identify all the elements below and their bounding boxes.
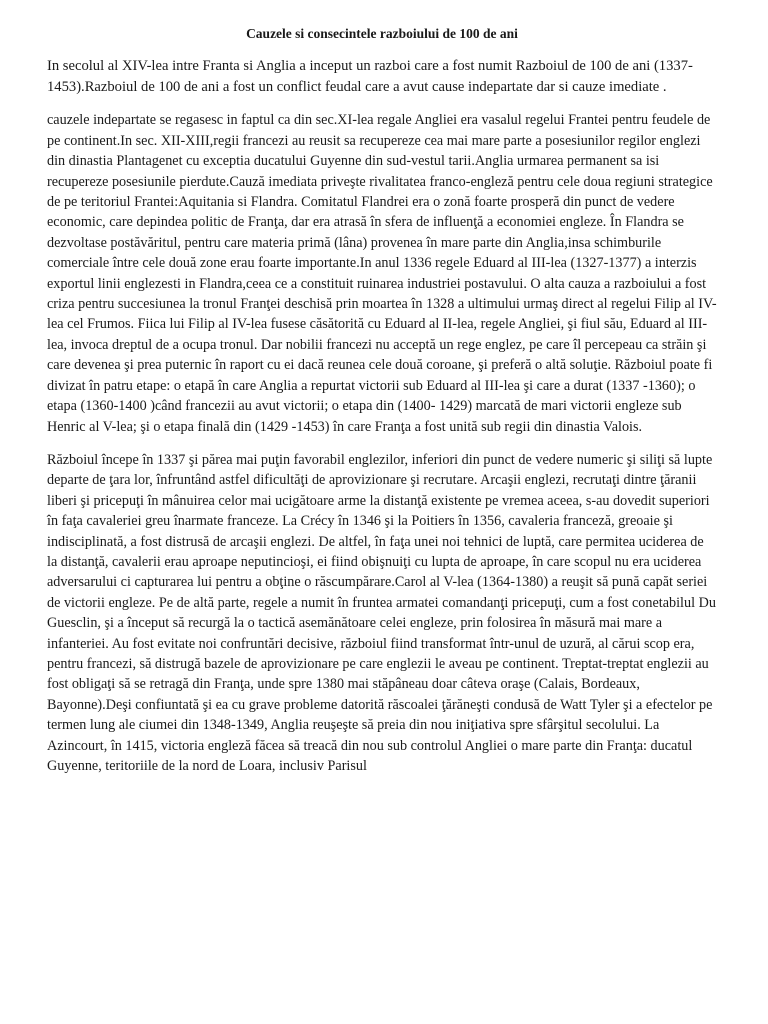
paragraph-war-course: Războiul începe în 1337 şi părea mai puţin favorabil englezilor, inferiori din punct de vedere numeric şi siliţi să lupte departe de ţara lor, înfruntând astfel dificultăţi de aprovizionare şi recrutare. Arcaşii englezi, recrutaţi dintre ţăranii liberi şi pricepuţi în mânuirea celor mai ucigătoare arme la distanţă existente pe vremea aceea, s-au dovedit superiori în faţa cavaleriei greu înarmate franceze. La Crécy în 1346 şi la Poitiers în 1356, cavaleria franceză, greoaie şi indisciplinată, a fost distrusă de arcaşii englezi. De altfel, în faţa unei noi tehnici de luptă, care permitea uciderea de la distanţă, cavalerii erau aproape neputincioşi, ei fiind obişnuiţi cu lupta de aproape, în care scopul nu era uciderea adversarului ci capturarea lui pentru a obţine o răscumpărare.Carol al V-lea (1364-1380) a reuşit să pună capăt seriei de victorii engleze. Pe de altă parte, regele a numit în fruntea armatei comandanţi pricepuţi, cum a fost conetabilul Du Guesclin, şi a început să recurgă la o tactică asemănătoare celei engleze, prin folosirea în măsură mai mare a infanteriei. Au fost evitate noi confruntări decisive, războiul fiind transformat într-unul de uzură, al cărui scop era, pentru francezi, să distrugă bazele de aprovizionare pe care englezii le aveau pe continent. Treptat-treptat englezii au fost obligaţi să se retragă din Franţa, unde spre 1380 mai stăpâneau doar câteva oraşe (Calais, Bordeaux, Bayonne).Deşi confiuntată şi ea cu grave probleme datorită răscoalei ţărăneşti condusă de Watt Tyler şi a efectelor pe termen lung ale ciumei din 1348-1349, Anglia reuşeşte să preia din nou iniţiativa spre sfârşitul secolului. La Azincourt, în 1415, victoria engleză făcea să treacă din nou sub controlul Angliei o mare parte din Franţa: ducatul Guyenne, teritoriile de la nord de Loara, inclusiv Parisul — [47, 451, 716, 774]
paragraph-intro: In secolul al XIV-lea intre Franta si Anglia a inceput un razboi care a fost numit Razboiul de 100 de ani (1337-1453).Razboiul de 100 de ani a fost un conflict feudal care a avut cause indepartate dar si cauze imediate . — [47, 58, 693, 95]
paragraph-causes: cauzele indepartate se regasesc in faptul ca din sec.XI-lea regale Angliei era vasalul regelui Frantei pentru feudele de pe continent.In sec. XII-XIII,regii francezi au reusit sa recupereze cea mai mare parte a posesiunilor regilor englezi din dinastia Plantagenet cu exceptia ducatului Guyenne din sud-vestul tarii.Anglia urmarea permanent sa isi recupereze posesiunile pierdute.Cauză imediata priveşte rivalitatea franco-engleză pentru cele doua regiuni strategice de pe teritoriul Frantei:Aquitania si Flandra. Comitatul Flandrei era o zonă foarte prosperă din punct de vedere economic, care depindea politic de Franţa, dar era atrasă în sfera de influenţă a economiei engleze. În Flandra se dezvoltase postăvăritul, pentru care materia primă (lâna) provenea în mare parte din Anglia,insa schimburile comerciale între cele două zone erau foarte importante.In anul 1336 regele Eduard al III-lea (1327-1377) a interzis exportul linii englezesti in Flandra,ceea ce a constituit ruinarea industriei postavului. O alta cauza a razboiului a fost criza pentru succesiunea la tronul Franţei deschisă prin moartea în 1328 a ultimului urmaş direct al regelui Filip al IV-lea cel Frumos. Fiica lui Filip al IV-lea fusese căsătorită cu Eduard al II-lea, regele Angliei, şi fiul său, Eduard al III-lea, invoca dreptul de a ocupa tronul. Dar nobilii francezi nu acceptă un rege englez, pe care îl percepeau ca străin şi care devenea şi prea puternic în raport cu ei dacă reunea cele două coroane, şi preferă o altă soluţie. Războiul poate fi divizat în patru etape: o etapă în care Anglia a repurtat victorii sub Eduard al III-lea şi care a durat (1337 -1360); o etapa (1360-1400 )când francezii au avut victorii; o etapa din (1400- 1429) marcată de mari victorii engleze sub Henric al V-lea; şi o etapa finală din (1429 -1453) în care Franţa a fost unită sub regii din dinastia Valois. — [47, 112, 717, 435]
document-page — [47, 24, 717, 789]
document-title: Cauzele si consecintele razboiului de 100 de ani — [246, 26, 518, 41]
